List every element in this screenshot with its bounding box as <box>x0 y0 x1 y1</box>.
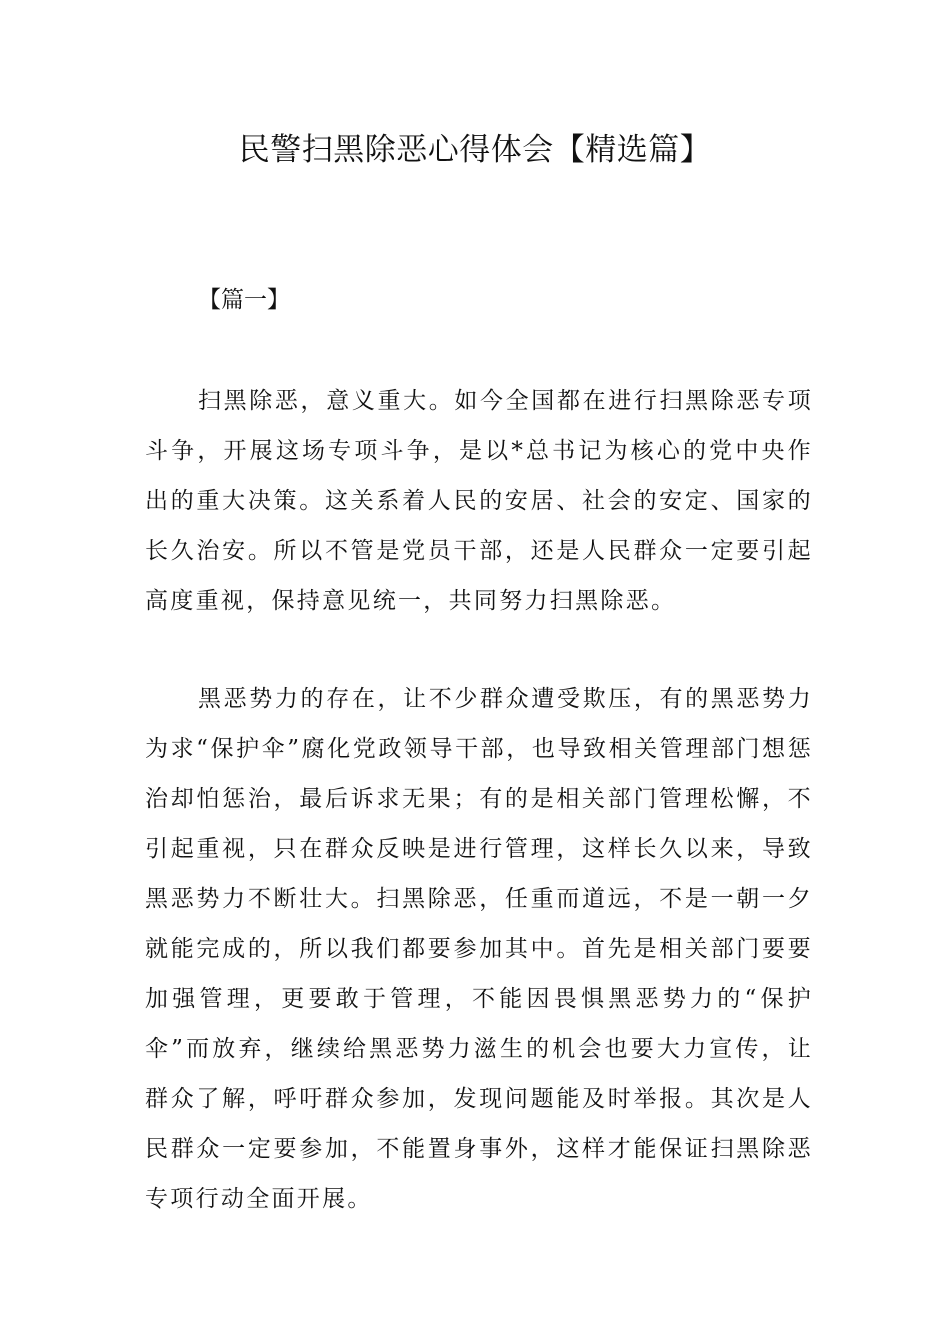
document-title: 民警扫黑除恶心得体会【精选篇】 <box>238 132 712 168</box>
paragraph-2: 黑恶势力的存在，让不少群众遭受欺压，有的黑恶势力为求“保护伞”腐化党政领导干部，也导致相关管理部门想惩治却怕惩治，最后诉求无果；有的是相关部门管理松懈，不引起重视，只在群众反映是进行管理，这样长久以来，导致黑恶势力不断壮大。扫黑除恶，任重而道远，不是一朝一夕就能完成的，所以我们都要参加其中。首先是相关部门要要加强管理，更要敢于管理，不能因畏惧黑恶势力的“保护伞”而放弃，继续给黑恶势力滋生的机会也要大力宣传，让群众了解，呼吁群众参加，发现问题能及时举报。其次是人民群众一定要参加，不能置身事外，这样才能保证扫黑除恶专项行动全面开展。 <box>145 686 813 1212</box>
paragraph-1: 扫黑除恶，意义重大。如今全国都在进行扫黑除恶专项斗争，开展这场专项斗争，是以*总书记为核心的党中央作出的重大决策。这关系着人民的安居、社会的安定、国家的长久治安。所以不管是党员干部，还是人民群众一定要引起高度重视，保持意见统一，共同努力扫黑除恶。 <box>145 388 813 614</box>
section-label: 【篇一】 <box>198 287 290 313</box>
